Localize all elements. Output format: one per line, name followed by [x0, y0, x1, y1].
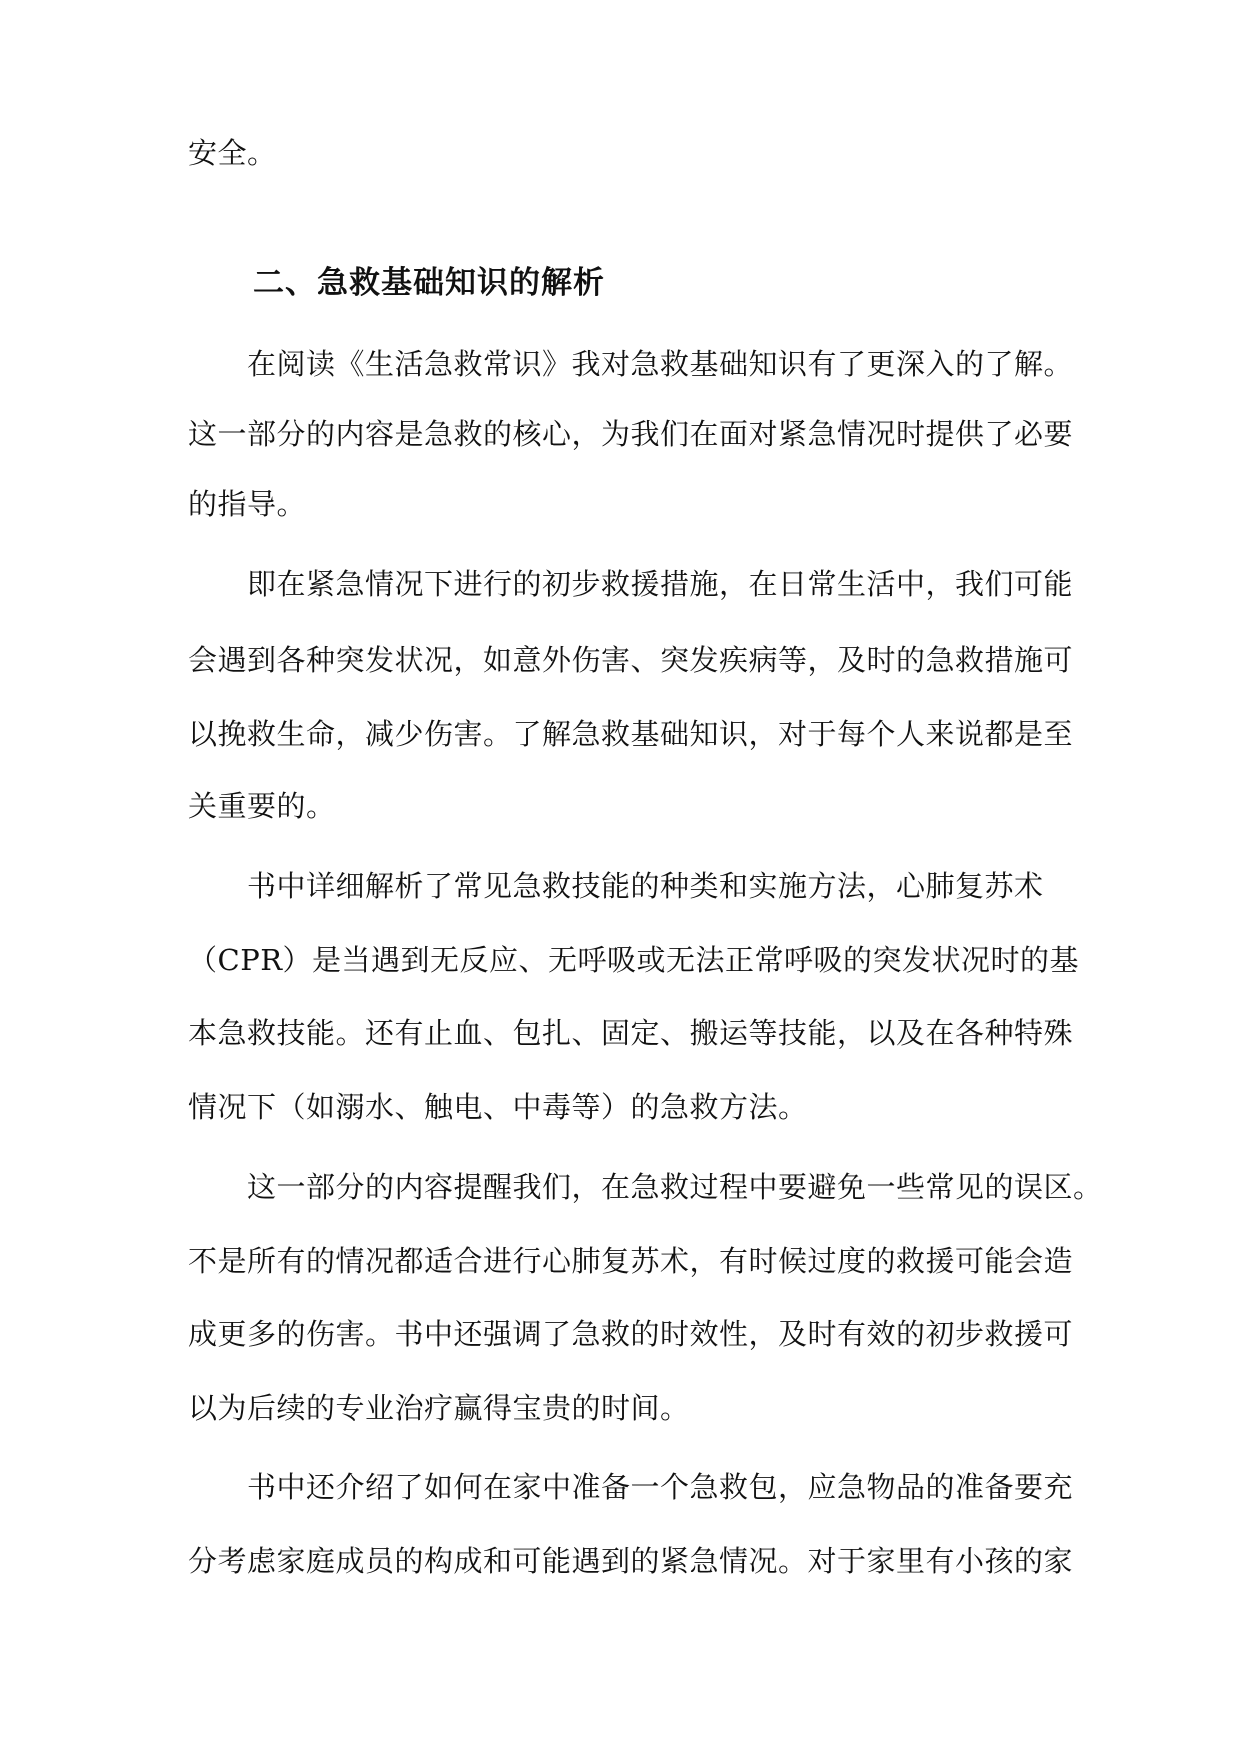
text-line: 情况下（如溺水、触电、中毒等）的急救方法。	[188, 1090, 808, 1124]
text-line: 这一部分的内容是急救的核心，为我们在面对紧急情况时提供了必要	[188, 417, 1074, 451]
text-line: 成更多的伤害。书中还强调了急救的时效性，及时有效的初步救援可	[188, 1317, 1074, 1351]
text-line: （CPR）是当遇到无反应、无呼吸或无法正常呼吸的突发状况时的基	[188, 943, 1080, 977]
text-line: 分考虑家庭成员的构成和可能遇到的紧急情况。对于家里有小孩的家	[188, 1544, 1074, 1578]
text-line: 即在紧急情况下进行的初步救援措施，在日常生活中，我们可能	[247, 567, 1074, 601]
text-line: 的指导。	[188, 487, 307, 521]
text-line: 关重要的。	[188, 789, 336, 823]
text-line: 以为后续的专业治疗赢得宝贵的时间。	[188, 1391, 690, 1425]
text-line: 在阅读《生活急救常识》我对急救基础知识有了更深入的了解。	[247, 347, 1074, 381]
text-line: 会遇到各种突发状况，如意外伤害、突发疾病等，及时的急救措施可	[188, 643, 1074, 677]
text-line: 书中详细解析了常见急救技能的种类和实施方法，心肺复苏术	[247, 869, 1044, 903]
text-line: 不是所有的情况都适合进行心肺复苏术，有时候过度的救援可能会造	[188, 1244, 1074, 1278]
section-heading: 二、急救基础知识的解析	[253, 265, 605, 301]
text-line: 书中还介绍了如何在家中准备一个急救包，应急物品的准备要充	[247, 1470, 1074, 1504]
text-line: 这一部分的内容提醒我们，在急救过程中要避免一些常见的误区。	[247, 1170, 1103, 1204]
text-line: 本急救技能。还有止血、包扎、固定、搬运等技能，以及在各种特殊	[188, 1016, 1074, 1050]
text-line: 以挽救生命，减少伤害。了解急救基础知识，对于每个人来说都是至	[188, 717, 1074, 751]
text-line: 安全。	[188, 136, 277, 170]
